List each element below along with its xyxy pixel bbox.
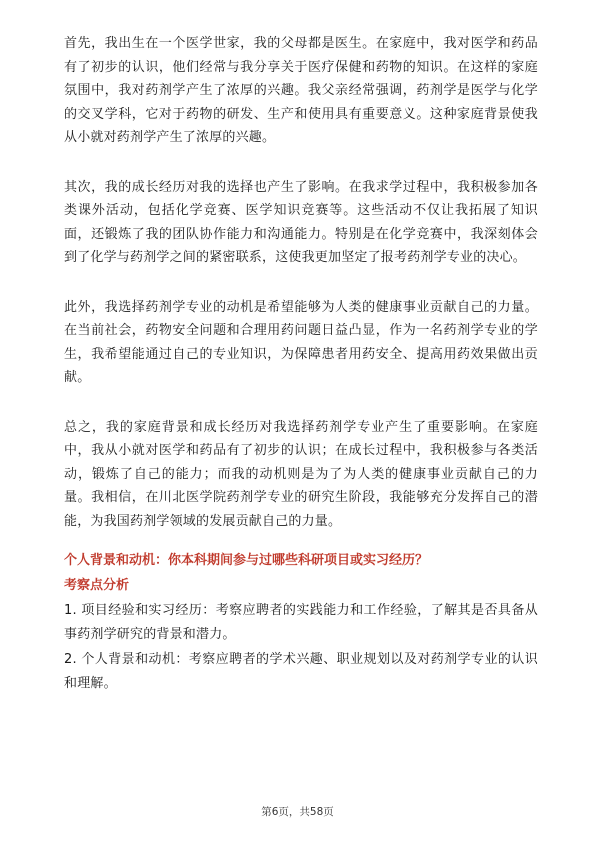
question-heading: 个人背景和动机：你本科期间参与过哪些科研项目或实习经历？ [64,553,429,568]
analysis-point-1: 1. 项目经验和实习经历：考察应聘者的实践能力和工作经验，了解其是否具备从事药剂学研究的背景和潜力。 [64,603,538,642]
analysis-heading: 考察点分析 [64,578,130,593]
analysis-point-2: 2. 个人背景和动机：考察应聘者的学术兴趣、职业规划以及对药剂学专业的认识和理解。 [64,652,538,691]
body-paragraph-3: 此外，我选择药剂学专业的动机是希望能够为人类的健康事业贡献自己的力量。在当前社会，药物安全问题和合理用药问题日益凸显，作为一名药剂学专业的学生，我希望能通过自己的专业知识，为保障患者用药安全、提高用药效果做出贡献。 [64,299,538,385]
page-number-footer: 第6页，共58页 [261,806,334,818]
page-content [64,32,538,695]
body-paragraph-4: 总之，我的家庭背景和成长经历对我选择药剂学专业产生了重要影响。在家庭中，我从小就对医学和药品有了初步的认识；在成长过程中，我积极参与各类活动，锻炼了自己的能力；而我的动机则是为了为人类的健康事业贡献自己的力量。我相信，在川北医学院药剂学专业的研究生阶段，我能够充分发挥自己的潜能，为我国药剂学领域的发展贡献自己的力量。 [64,419,538,529]
body-paragraph-2: 其次，我的成长经历对我的选择也产生了影响。在我求学过程中，我积极参加各类课外活动，包括化学竞赛、医学知识竞赛等。这些活动不仅让我拓展了知识面，还锻炼了我的团队协作能力和沟通能力。特别是在化学竞赛中，我深刻体会到了化学与药剂学之间的紧密联系，这使我更加坚定了报考药剂学专业的决心。 [64,179,538,265]
body-paragraph-1: 首先，我出生在一个医学世家，我的父母都是医生。在家庭中，我对医学和药品有了初步的认识，他们经常与我分享关于医疗保健和药物的知识。在这样的家庭氛围中，我对药剂学产生了浓厚的兴趣。我父亲经常强调，药剂学是医学与化学的交叉学科，它对于药物的研发、生产和使用具有重要意义。这种家庭背景使我从小就对药剂学产生了浓厚的兴趣。 [64,36,538,145]
